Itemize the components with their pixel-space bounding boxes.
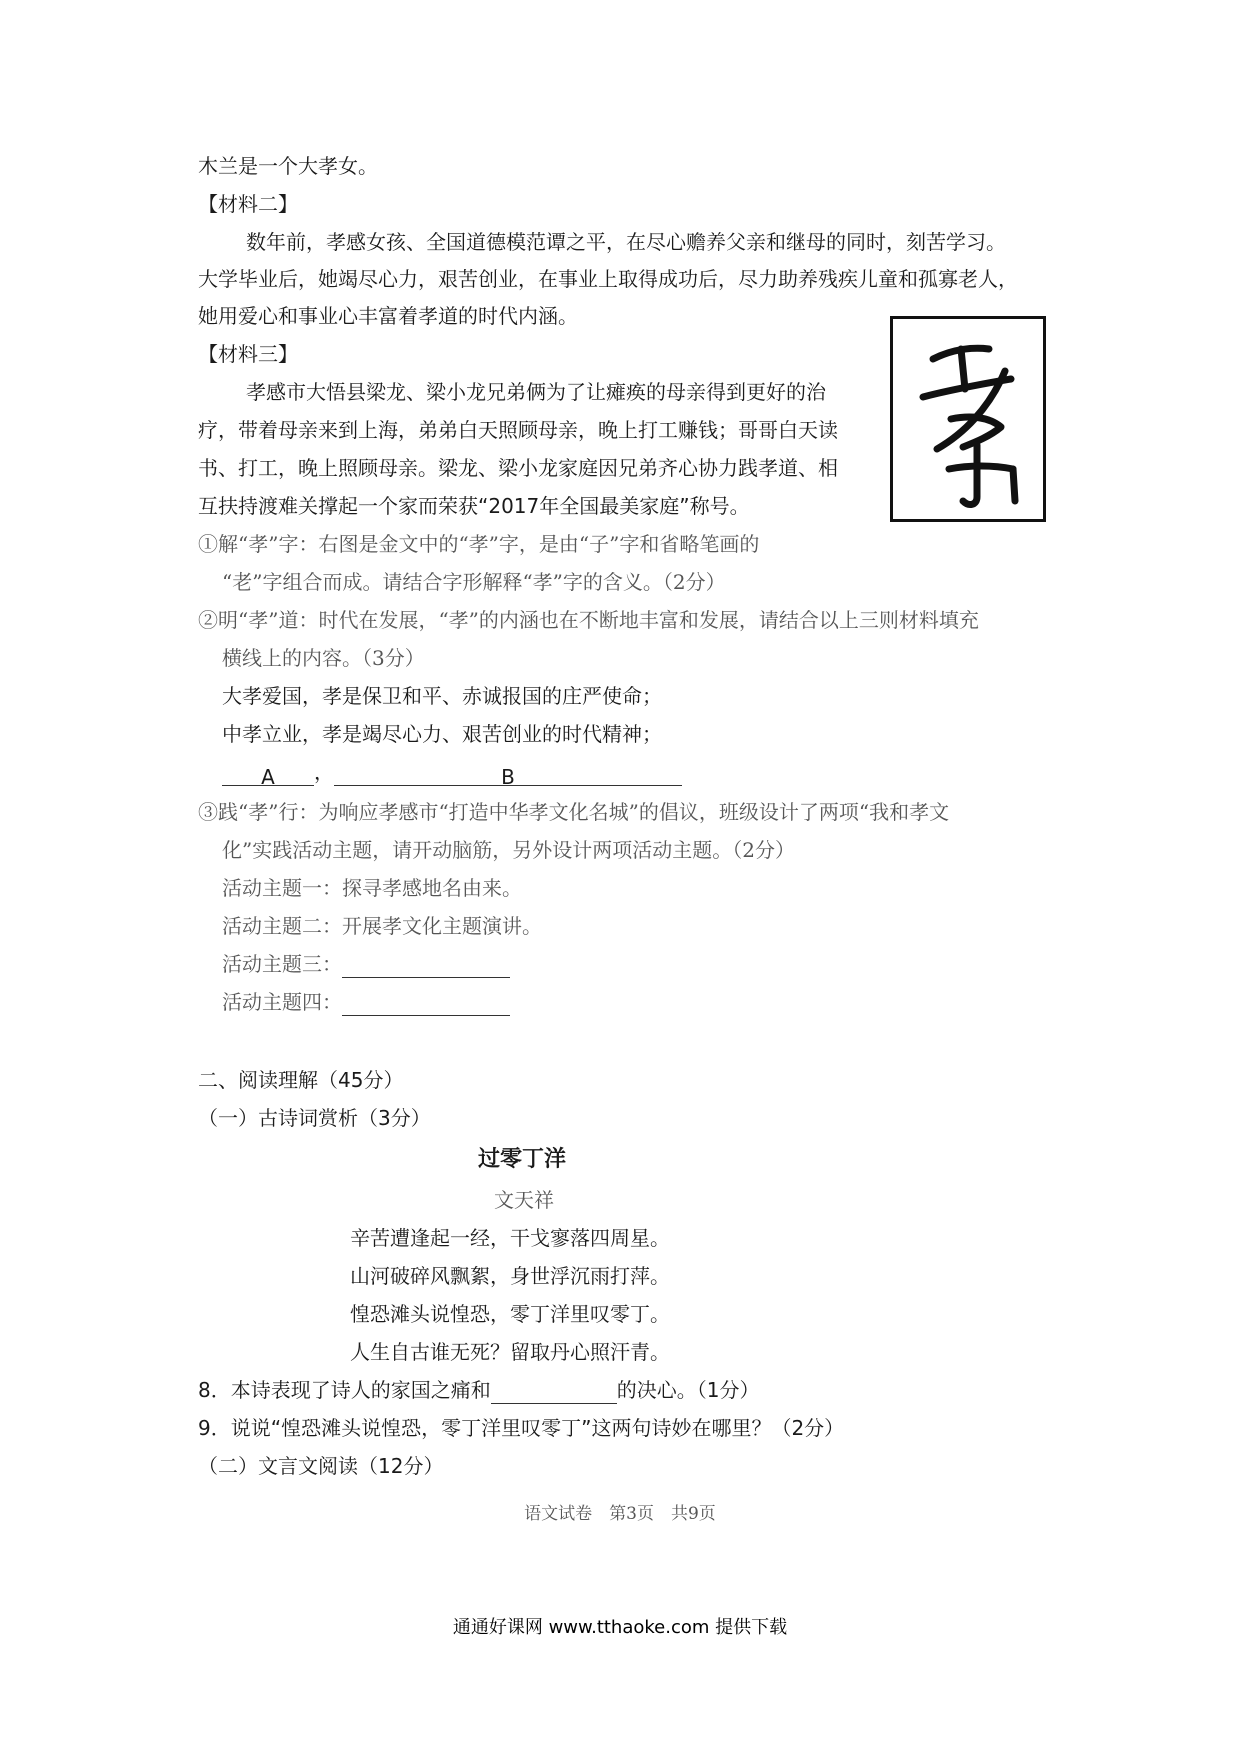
blank-separator: ，	[314, 760, 334, 784]
q2-prompt: 横线上的内容。（3分）	[222, 646, 425, 670]
material3-text: 疗，带着母亲来到上海，弟弟白天照顾母亲，晚上打工赚钱；哥哥白天读	[198, 418, 838, 442]
activity-theme-1: 活动主题一：探寻孝感地名由来。	[222, 876, 522, 900]
blank-b[interactable]: B	[334, 763, 682, 786]
page-number: 语文试卷 第3页 共9页	[524, 1504, 716, 1524]
q8-row	[198, 1376, 759, 1404]
q2-prompt: ②明“孝”道：时代在发展，“孝”的内涵也在不断地丰富和发展，请结合以上三则材料填充	[198, 608, 979, 632]
activity-theme-2: 活动主题二：开展孝文化主题演讲。	[222, 914, 542, 938]
q3-prompt: 化”实践活动主题，请开动脑筋，另外设计两项活动主题。（2分）	[222, 838, 795, 862]
material3-text: 书、打工，晚上照顾母亲。梁龙、梁小龙家庭因兄弟齐心协力践孝道、相	[198, 456, 838, 480]
q1-prompt: “老”字组合而成。请结合字形解释“孝”字的含义。（2分）	[222, 570, 726, 594]
subsection-heading: （二）文言文阅读（12分）	[198, 1454, 444, 1478]
poem-title: 过零丁洋	[478, 1147, 567, 1172]
activity-theme-3-label: 活动主题三：	[222, 952, 342, 976]
q8-blank[interactable]	[491, 1381, 617, 1404]
q9-prompt: 9．说说“惶恐滩头说惶恐，零丁洋里叹零丁”这两句诗妙在哪里？（2分）	[198, 1416, 845, 1440]
activity-theme-3-blank[interactable]	[342, 955, 510, 978]
blank-a[interactable]: A	[222, 763, 314, 786]
material2-text: 大学毕业后，她竭尽心力，艰苦创业，在事业上取得成功后，尽力助养残疾儿童和孤寡老人，	[198, 267, 1018, 291]
material3-text: 孝感市大悟县梁龙、梁小龙兄弟俩为了让瘫痪的母亲得到更好的治	[246, 380, 826, 404]
material2-label: 【材料二】	[198, 192, 298, 216]
q8-suffix: 的决心。（1分）	[616, 1378, 760, 1402]
activity-theme-4-row	[222, 988, 510, 1016]
bronze-script-xiao-image	[890, 316, 1046, 522]
poem-line: 辛苦遭逢起一经，干戈寥落四周星。	[350, 1226, 670, 1250]
activity-theme-4-label: 活动主题四：	[222, 990, 342, 1014]
download-footer: 通通好课网 www.tthaoke.com 提供下载	[452, 1617, 788, 1638]
material3-label: 【材料三】	[198, 342, 298, 366]
poem-author: 文天祥	[494, 1188, 554, 1212]
bronze-xiao-glyph-icon	[893, 319, 1043, 519]
q1-prompt: ①解“孝”字：右图是金文中的“孝”字，是由“子”字和省略笔画的	[198, 532, 760, 556]
section-heading: 二、阅读理解（45分）	[198, 1068, 404, 1092]
material2-text: 她用爱心和事业心丰富着孝道的时代内涵。	[198, 304, 578, 328]
material2-text: 数年前，孝感女孩、全国道德模范谭之平，在尽心赡养父亲和继母的同时，刻苦学习。	[246, 230, 1006, 254]
activity-theme-3-row	[222, 950, 510, 978]
poem-line: 人生自古谁无死？留取丹心照汗青。	[350, 1340, 670, 1364]
q8-prompt: 8．本诗表现了诗人的家国之痛和	[198, 1378, 491, 1402]
q2-blank-row	[222, 758, 682, 789]
q3-prompt: ③践“孝”行：为响应孝感市“打造中华孝文化名城”的倡议，班级设计了两项“我和孝文	[198, 800, 950, 824]
material3-text: 互扶持渡难关撑起一个家而荣获“2017年全国最美家庭”称号。	[198, 494, 750, 518]
q2-answer-line: 中孝立业，孝是竭尽心力、艰苦创业的时代精神；	[222, 722, 662, 746]
q2-answer-line: 大孝爱国，孝是保卫和平、赤诚报国的庄严使命；	[222, 684, 662, 708]
poem-line: 山河破碎风飘絮，身世浮沉雨打萍。	[350, 1264, 670, 1288]
subsection-heading: （一）古诗词赏析（3分）	[198, 1106, 431, 1130]
poem-line: 惶恐滩头说惶恐，零丁洋里叹零丁。	[350, 1302, 670, 1326]
intro-line: 木兰是一个大孝女。	[198, 154, 378, 178]
activity-theme-4-blank[interactable]	[342, 993, 510, 1016]
